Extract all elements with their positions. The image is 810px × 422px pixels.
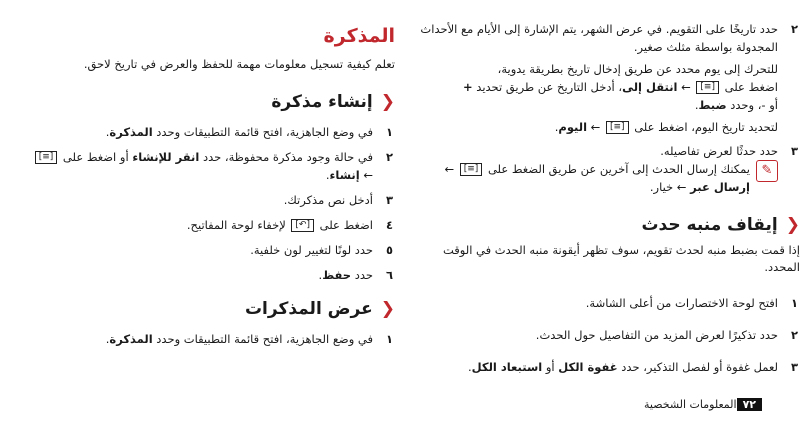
chevron-left-icon: ❮ (785, 215, 800, 235)
step-text: أدخل نص مذكرتك. (283, 193, 373, 207)
step-number: ٢ (790, 22, 798, 36)
step-text: في وضع الجاهزية، افتح قائمة التطبيقات وحدد (152, 332, 373, 346)
note-text (415, 160, 750, 196)
set-option: ضبط (698, 98, 727, 112)
instruction-text: . (694, 98, 699, 112)
step-text: لإخفاء لوحة المفاتيح. (186, 218, 290, 232)
today-instructions (415, 118, 800, 136)
save-option: حفظ (322, 268, 352, 282)
stop-step-2 (415, 326, 800, 344)
step-text: . (467, 360, 472, 374)
step-number: ١ (790, 296, 798, 310)
left-column (20, 0, 395, 422)
step-text: حدد لونًا لتغيير لون خلفية. (250, 243, 373, 257)
step-text: . (105, 332, 110, 346)
snooze-all-option: غفوة الكل (558, 360, 618, 374)
today-option: اليوم (558, 120, 588, 134)
step-text: لعمل غفوة أو لفصل التذكير، حدد (617, 360, 778, 374)
page-title: المذكرة (323, 25, 395, 47)
step-text: أو (542, 360, 559, 374)
section-heading-view (20, 298, 395, 320)
step-text: افتح لوحة الاختصارات من أعلى الشاشة. (585, 296, 778, 310)
manual-date-instructions (415, 60, 800, 114)
create-step-1 (20, 123, 395, 141)
step-text: حدد تاريخًا على التقويم. في عرض الشهر، يتم الإشارة إلى الأيام مع الأحداث المجدولة بواسطة مثلث صغير. (420, 22, 778, 54)
menu-key-icon: [≡] (606, 121, 629, 134)
step-text: أو اضغط على (59, 150, 133, 164)
stop-step-1 (415, 294, 800, 312)
dismiss-all-option: استبعاد الكل (471, 360, 543, 374)
section-title: إيقاف منبه حدث (641, 215, 778, 235)
step-number: ٣ (790, 360, 798, 374)
instruction-text: اضغط على (721, 80, 778, 94)
note-text-part: ← خيار. (649, 180, 691, 194)
step-number: ٥ (385, 243, 393, 257)
create-step-3 (20, 191, 395, 209)
arrow-text: ← (444, 162, 458, 176)
step-number: ٦ (385, 268, 393, 282)
note-text-part: يمكنك إرسال الحدث إلى آخرين عن طريق الضغط على (484, 162, 750, 176)
step-2 (415, 20, 800, 56)
create-step-4 (20, 216, 395, 234)
stop-step-3 (415, 358, 800, 376)
footer-section-name: المعلومات الشخصية (643, 398, 737, 411)
section-title: عرض المذكرات (244, 299, 373, 319)
menu-key-icon: [≡] (460, 163, 483, 176)
plus-symbol: + (462, 80, 473, 94)
create-step-6 (20, 266, 395, 284)
section-intro: إذا قمت بضبط منبه لحدث تقويم، سوف تظهر أيقونة منبه الحدث في الوقت المحدد. (442, 243, 800, 274)
create-step-2 (20, 148, 395, 184)
step-number: ٢ (790, 328, 798, 342)
instruction-text: ، أدخل التاريخ عن طريق تحديد (472, 80, 623, 94)
tap-to-create-option: انقر للإنشاء (132, 150, 200, 164)
step-number: ٣ (385, 193, 393, 207)
section-heading-create (20, 91, 395, 113)
view-step-1 (20, 330, 395, 348)
step-text: حدد حدثًا لعرض تفاصيله. (660, 144, 778, 158)
chevron-left-icon: ❮ (380, 92, 395, 112)
arrow-text: ← (587, 120, 604, 134)
step-text: . (318, 268, 323, 282)
step-text: . (325, 168, 330, 182)
step-3 (415, 142, 800, 160)
step-text: . (105, 125, 110, 139)
step-text: اضغط على (316, 218, 373, 232)
instruction-text: للتحرك إلى يوم محدد عن طريق إدخال تاريخ بطريقة يدوية، (497, 62, 778, 76)
step-number: ١ (385, 125, 393, 139)
memo-app-option: المذكرة (109, 332, 153, 346)
create-option: إنشاء (329, 168, 360, 182)
section-heading-stop-alarm (415, 214, 800, 236)
step-number: ٢ (385, 150, 393, 164)
pen-note-icon: ✎ (756, 160, 778, 182)
arrow-text: ← (677, 80, 695, 94)
menu-key-icon: [≡] (696, 81, 719, 94)
send-via-option: إرسال عبر (690, 180, 750, 194)
back-key-icon: [↶] (291, 219, 314, 232)
right-column (415, 0, 800, 422)
chevron-left-icon: ❮ (380, 299, 395, 319)
instruction-text: . (554, 120, 559, 134)
arrow-text: ← (359, 168, 373, 182)
page-intro: تعلم كيفية تسجيل معلومات مهمة للحفظ والعرض في تاريخ لاحق. (83, 57, 395, 71)
step-text: في حالة وجود مذكرة محفوظة، حدد (199, 150, 373, 164)
goto-option: انتقل إلى (622, 80, 678, 94)
note-box (415, 160, 800, 196)
section-title: إنشاء مذكرة (271, 92, 373, 112)
memo-app-option: المذكرة (109, 125, 153, 139)
instruction-text: أو -، وحدد (726, 98, 778, 112)
step-text: حدد تذكيرًا لعرض المزيد من التفاصيل حول الحدث. (535, 328, 778, 342)
instruction-text: لتحديد تاريخ اليوم، اضغط على (630, 120, 778, 134)
step-number: ١ (385, 332, 393, 346)
create-step-5 (20, 241, 395, 259)
step-number: ٤ (385, 218, 393, 232)
step-number: ٣ (790, 144, 798, 158)
step-text: في وضع الجاهزية، افتح قائمة التطبيقات وحدد (152, 125, 373, 139)
menu-key-icon: [≡] (35, 151, 58, 164)
page-number: ٧٢ (737, 398, 762, 411)
step-text: حدد (351, 268, 373, 282)
page-footer (644, 398, 770, 411)
